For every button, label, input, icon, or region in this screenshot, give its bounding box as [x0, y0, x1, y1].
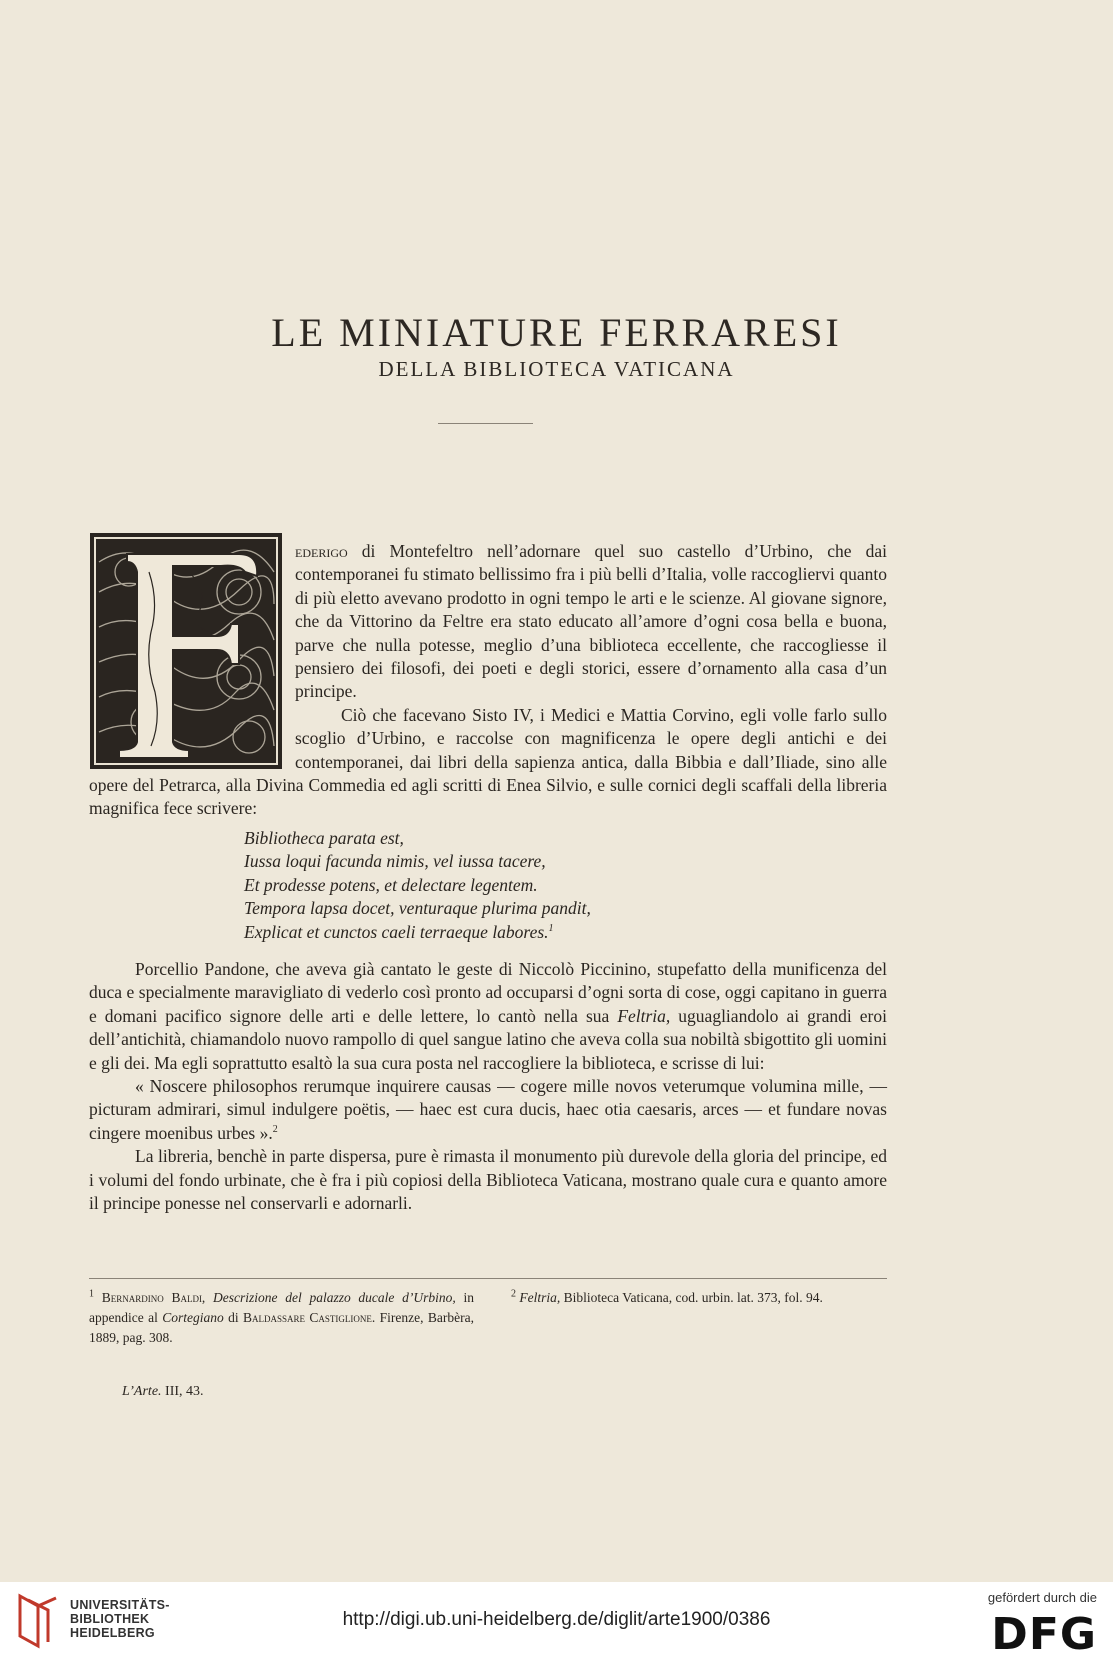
footnote-ref-1: 1 — [548, 922, 554, 934]
footnote-text: in appendice al — [89, 1290, 474, 1325]
footnote-1 — [89, 1288, 474, 1348]
footnote-author: Bernardino Baldi, — [101, 1290, 206, 1305]
footnote-text: Biblioteca Vaticana, cod. urbin. lat. 373, fol. 94. — [560, 1290, 823, 1305]
journal-reference — [122, 1384, 204, 1400]
paragraph-3-text-b: uguagliandolo ai grandi eroi dell’antichità, chiamandolo nuovo rampollo di quel sangue latino che aveva colla sua nobiltà sbigottito gli uomini e gli dei. Ma egli soprattutto esaltò la sua cura posta nel raccogliere la biblioteca, e scrisse di lui: — [89, 1005, 888, 1073]
footnote-author: Baldassare Castiglione. — [243, 1310, 376, 1325]
paragraph-1-text: di Montefeltro nell’adornare quel suo castello d’Urbino, che dai contemporanei fu stimato bellissimo fra i più belli d’Italia, volle raccogliervi quanto di più eletto avevano prodotto in ogni tempo le arti e le scienze. Al giovane signore, che da Vittorino da Feltre era stato educato all’amore d’ogni cosa bella e buona, parve che nulla potesse, meglio d’una biblioteca eccellente, che raccogliesse il pensiero dei filosofi, dei poeti e degli storici, essere d’ornamento alla casa d’un principe. — [295, 541, 887, 702]
permalink-url[interactable]: http://digi.ub.uni-heidelberg.de/diglit/arte1900/0386 — [342, 1609, 771, 1630]
initial-word-rest: ederigo — [295, 541, 348, 561]
footnote-text: di — [223, 1310, 244, 1325]
footnote-title: Descrizione del palazzo ducale d’Urbino, — [213, 1290, 456, 1305]
footnote-number: 1 — [89, 1288, 94, 1300]
viewer-footer — [0, 1582, 1113, 1660]
article-title: LE MINIATURE FERRARESI — [271, 309, 842, 355]
journal-issue: III, 43. — [161, 1384, 204, 1399]
title-divider — [438, 423, 533, 424]
article-body — [89, 540, 887, 1215]
footnote-ref-2: 2 — [272, 1123, 278, 1135]
footnote-2 — [511, 1288, 887, 1308]
footnote-work: Cortegiano — [162, 1310, 224, 1325]
verse-line: Tempora lapsa docet, venturaque plurima pandit, — [244, 898, 591, 919]
footnote-text: Firenze, Barbèra, 1889, pag. 308. — [89, 1310, 474, 1345]
work-title-feltria: Feltria, — [617, 1005, 671, 1026]
footnote-divider — [89, 1278, 887, 1279]
article-subtitle: DELLA BIBLIOTECA VATICANA — [378, 357, 735, 381]
paragraph-2: Ciò che facevano Sisto IV, i Medici e Mattia Corvino, egli volle farlo sullo scoglio d’Urbino, e raccolse con magnificenza le opere degli antichi e dei contemporanei, dai libri della sapienza antica, dalla Bibbia e dall’Iliade, sino alle opere del Petrarca, alla Divina Commedia ed agli scritti di Enea Silvio, e sulle cornici degli scaffali della libreria magnifica fece scrivere: — [89, 704, 887, 819]
latin-quote: « Noscere philosophos rerumque inquirere causas — cogere mille novos veterumque volumina mille, — picturam admirari, simul indulgere poëtis, — haec est cura ducis, haec otia caesaris, arces — et fundare novas cingere moenibus urbes ». — [89, 1075, 887, 1143]
journal-name: L’Arte. — [122, 1384, 162, 1399]
paragraph-1 — [89, 540, 887, 704]
paragraph-3-text-a: Porcellio Pandone, che aveva già cantato le geste di Niccolò Piccinino, stupefatto della munificenza del duca e specialmente maravigliato di vederlo così pronto ad occuparsi d’ogni sorta di cose, oggi capitano in guerra e domani pacifico signore delle arti e delle lettere, lo cantò nella sua — [89, 958, 887, 1026]
paragraph-3 — [89, 958, 887, 1075]
decorated-initial-f — [89, 532, 283, 770]
library-name-line: HEIDELBERG — [70, 1626, 155, 1640]
verse-line: Bibliotheca parata est, — [244, 827, 404, 848]
inscription-verse — [244, 827, 887, 944]
footnote-title: Feltria, — [519, 1290, 561, 1305]
paragraph-4 — [89, 1075, 887, 1145]
footnote-number: 2 — [511, 1288, 516, 1300]
dfg-logo: DFG — [991, 1609, 1097, 1660]
verse-line: Iussa loqui facunda nimis, vel iussa tacere, — [244, 851, 546, 872]
verse-line: Et prodesse potens, et delectare legentem. — [244, 874, 538, 895]
library-name-line: UNIVERSITÄTS- — [70, 1598, 170, 1612]
library-name-line: BIBLIOTHEK — [70, 1612, 150, 1626]
paragraph-5: La libreria, benchè in parte dispersa, pure è rimasta il monumento più durevole della gloria del principe, ed i volumi del fondo urbinate, che è fra i più copiosi della Biblioteca Vaticana, mostrano quale cura e quanto amore il principe ponesse nel conservarli e adornarli. — [89, 1146, 887, 1213]
verse-line: Explicat et cunctos caeli terraeque labores. — [244, 921, 549, 942]
funding-note: gefördert durch die — [987, 1590, 1097, 1605]
verse-line-last — [244, 921, 887, 944]
